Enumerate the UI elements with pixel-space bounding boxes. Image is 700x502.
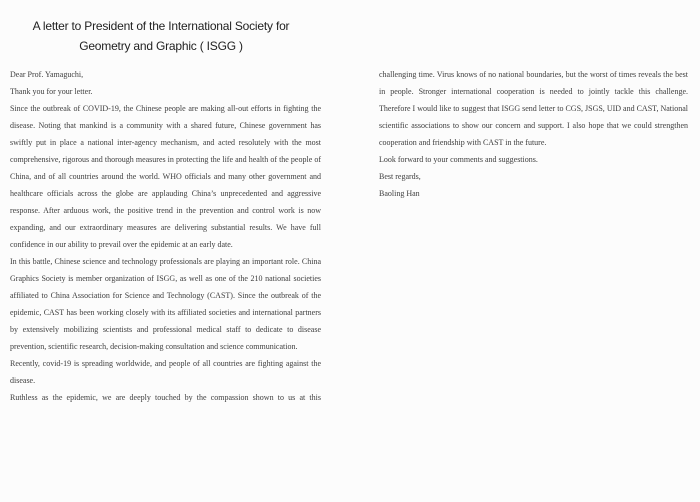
opening-line: Thank you for your letter.	[10, 87, 93, 96]
letter-page-1	[10, 66, 321, 406]
paragraph-ruthless-start: Ruthless as the epidemic, we are deeply touched by the compassion shown to us at this	[10, 393, 321, 402]
letter-title-line1: A letter to President of the International Society for	[32, 19, 290, 33]
paragraph-outbreak: Since the outbreak of COVID-19, the Chinese people are making all-out efforts in fighting the disease. Noting that mankind is a community with a shared future, Chinese government has swiftly put in place a national inter-agency mechanism, and acted resolutely with the most comprehensive, rigorous and thorough measures in protecting the life and health of the people of China, and of all countries around the world. WHO officials and many other government and healthcare officials across the globe are applauding China’s unprecedented and aggressive response. After arduous work, the positive trend in the prevention and control work is now expanding, and our extraordinary measures are delivering substantial results. We have full confidence in our ability to prevail over the epidemic at an early date.	[10, 104, 321, 249]
paragraph-ruthless-continued: challenging time. Virus knows of no national boundaries, but the worst of times reveals the best in people. Stronger international cooperation is needed to jointly tackle this challenge. Therefore I would like to suggest that ISGG send letter to CGS, JSGS, UID and CAST, National scientific associations to show our concern and support. I also hope that we could strengthen cooperation and friendship with CAST in the future.	[379, 70, 688, 147]
signoff: Best regards,	[379, 172, 421, 181]
letter-page-2	[379, 66, 688, 202]
signature-name: Baoling Han	[379, 189, 420, 198]
salutation: Dear Prof. Yamaguchi,	[10, 70, 84, 79]
paragraph-recently: Recently, covid-19 is spreading worldwide, and people of all countries are fighting against the disease.	[10, 359, 321, 385]
letter-title-line2: Geometry and Graphic ( ISGG )	[79, 39, 243, 53]
letter-title	[0, 16, 322, 56]
paragraph-battle: In this battle, Chinese science and technology professionals are playing an important role. China Graphics Society is member organization of ISGG, as well as one of the 210 national societies affiliated to China Association for Science and Technology (CAST). Since the outbreak of the epidemic, CAST has been working closely with its affiliated societies and international partners by extensively mobilizing scientists and professional medical staff to dedicate to disease prevention, scientific research, decision-making consultation and science communication.	[10, 257, 321, 351]
paragraph-look-forward: Look forward to your comments and suggestions.	[379, 155, 538, 164]
